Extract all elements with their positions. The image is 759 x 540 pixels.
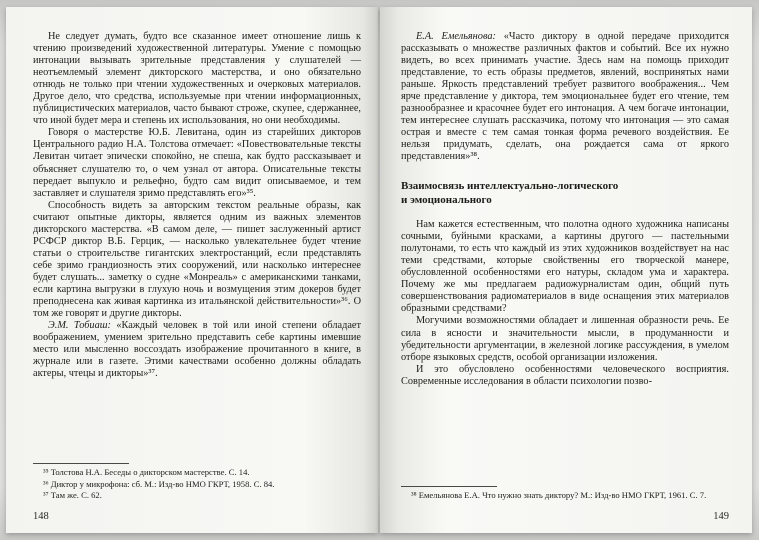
paragraph [33,320,361,380]
footnote: ³⁸ Емельянова Е.А. Что нужно знать диктору? М.: Изд-во НМО ГКРТ, 1961. С. 7. [411,489,707,500]
page-right [380,7,752,533]
page-number: 149 [713,511,729,522]
footnote-separator [401,486,497,487]
paragraph: Способность видеть за авторским текстом реальные образы, как считают опытные дикторы, является одним из важных элементов дикторского мастерства. «В самом деле, — пишет заслуженный артист РСФСР диктор В.Б. Герцик, — насколько увлекательнее будет чтение статьи о строительстве гигантских электростанций, если представлять себе зримо грандиозность этих сооружений, или насколько интереснее будет слушать... заметку о судне «Монреаль» с американскими танками, если картина выгрузки в глухую ночь и возмущения этим докеров будет преподнесена как живая картинка из итальянской действительности»³⁶. О том же говорят и другие дикторы. [33,199,361,320]
right-text-column [401,31,729,388]
section-heading-line: Взаимосвязь интеллектуально-логического [401,179,619,192]
page-left [6,7,378,533]
paragraph: Не следует думать, будто все сказанное имеет отношение лишь к чтению произведений художественной литературы. Умение с помощью интонации вызывать зрительные представления у слушателей — неотъемлемый элемент дикторского мастерства, и оно обязательно отнюдь не только при чтении художественных и очерковых материалов. Другое дело, что средства, используемые при чтении информационных, публицистических материалов, часто бывают строже, скупее, сдержаннее, что иной будет мера и степень их использования, но они необходимы. [33,31,361,127]
paragraph [401,31,729,164]
paragraph: Нам кажется естественным, что полотна одного художника написаны сочными, буйными красками, а картины другого — пастельными полутонами, то есть что каждый из этих художников воздействует на нас теми средствами, которые свойственны его творческой манере, обусловленной особенностями его натуры, складом ума и характера. Почему же мы предлагаем радиожурналистам один, общий путь совершенствования радиоматериалов в виде оснащения этих материалов образными средствами? [401,219,729,315]
footnotes-block [401,486,729,501]
page-number: 148 [33,511,49,522]
paragraph-text: «Часто диктору в одной передаче приходится рассказывать о множестве различных фактов и событий. Все их нужно видеть, во всех принимать участие. Здесь нам на помощь приходит представление, то есть образы предметов, явлений, воспринятых нами раньше. Яркость представлений требует развитого воображения... Чем ярче представление у диктора, тем эмоциональнее будет его чтение, тем разнообразнее и красочнее будет его интонация. А чем богаче интонации, тем интереснее слушать рассказчика, потому что интонация — это самая острая и вместе с тем самая тонкая форма речевого воздействия. Ее нельзя придумать, сделать, она рождается сама от яркого представления»³⁸. [401,31,729,163]
section-heading [401,179,729,208]
footnotes-block [33,463,361,501]
speaker-name: Э.М. Тобиаш: [48,320,117,332]
paragraph: Говоря о мастерстве Ю.Б. Левитана, один из старейших дикторов Центрального радио Н.А. Толстова отмечает: «Повествовательные тексты Левитан читает эпически спокойно, не спеша, как будто рассказывает и объясняет слушателю то, о чем узнал от автора. Описательные тексты передает выпукло и рельефно, будто сам видит описываемое, и тем заставляет и слушателя зримо представлять его»³⁵. [33,127,361,199]
section-heading-line: и эмоционального [401,193,492,206]
footnote: ³⁷ Там же. С. 62. [43,489,102,500]
paragraph: Могучими возможностями обладает и лишенная образности речь. Ее сила в ясности и значительности мысли, в продуманности и убедительности аргументации, в железной логике рассуждения, в умелом отборе языковых средств, особой организации изложения. [401,315,729,363]
footnote-separator [33,463,129,464]
footnote: ³⁶ Диктор у микрофона: сб. М.: Изд-во НМО ГКРТ, 1958. С. 84. [43,478,275,489]
footnote: ³⁵ Толстова Н.А. Беседы о дикторском мастерстве. С. 14. [43,467,250,478]
speaker-name: Е.А. Емельянова: [416,31,504,42]
paragraph-text: «Каждый человек в той или иной степени обладает воображением, умением зрительно представить себе картины имевшие место или мысленно воссоздать изображение прочитанного в книге, в журнале или в газете. Этими качествами особенно должны обладать актеры, чтецы и дикторы»³⁷. [33,320,361,380]
paragraph: И это обусловлено особенностями человеческого восприятия. Современные исследования в области психологии позво- [401,363,729,387]
left-text-column [33,31,361,380]
